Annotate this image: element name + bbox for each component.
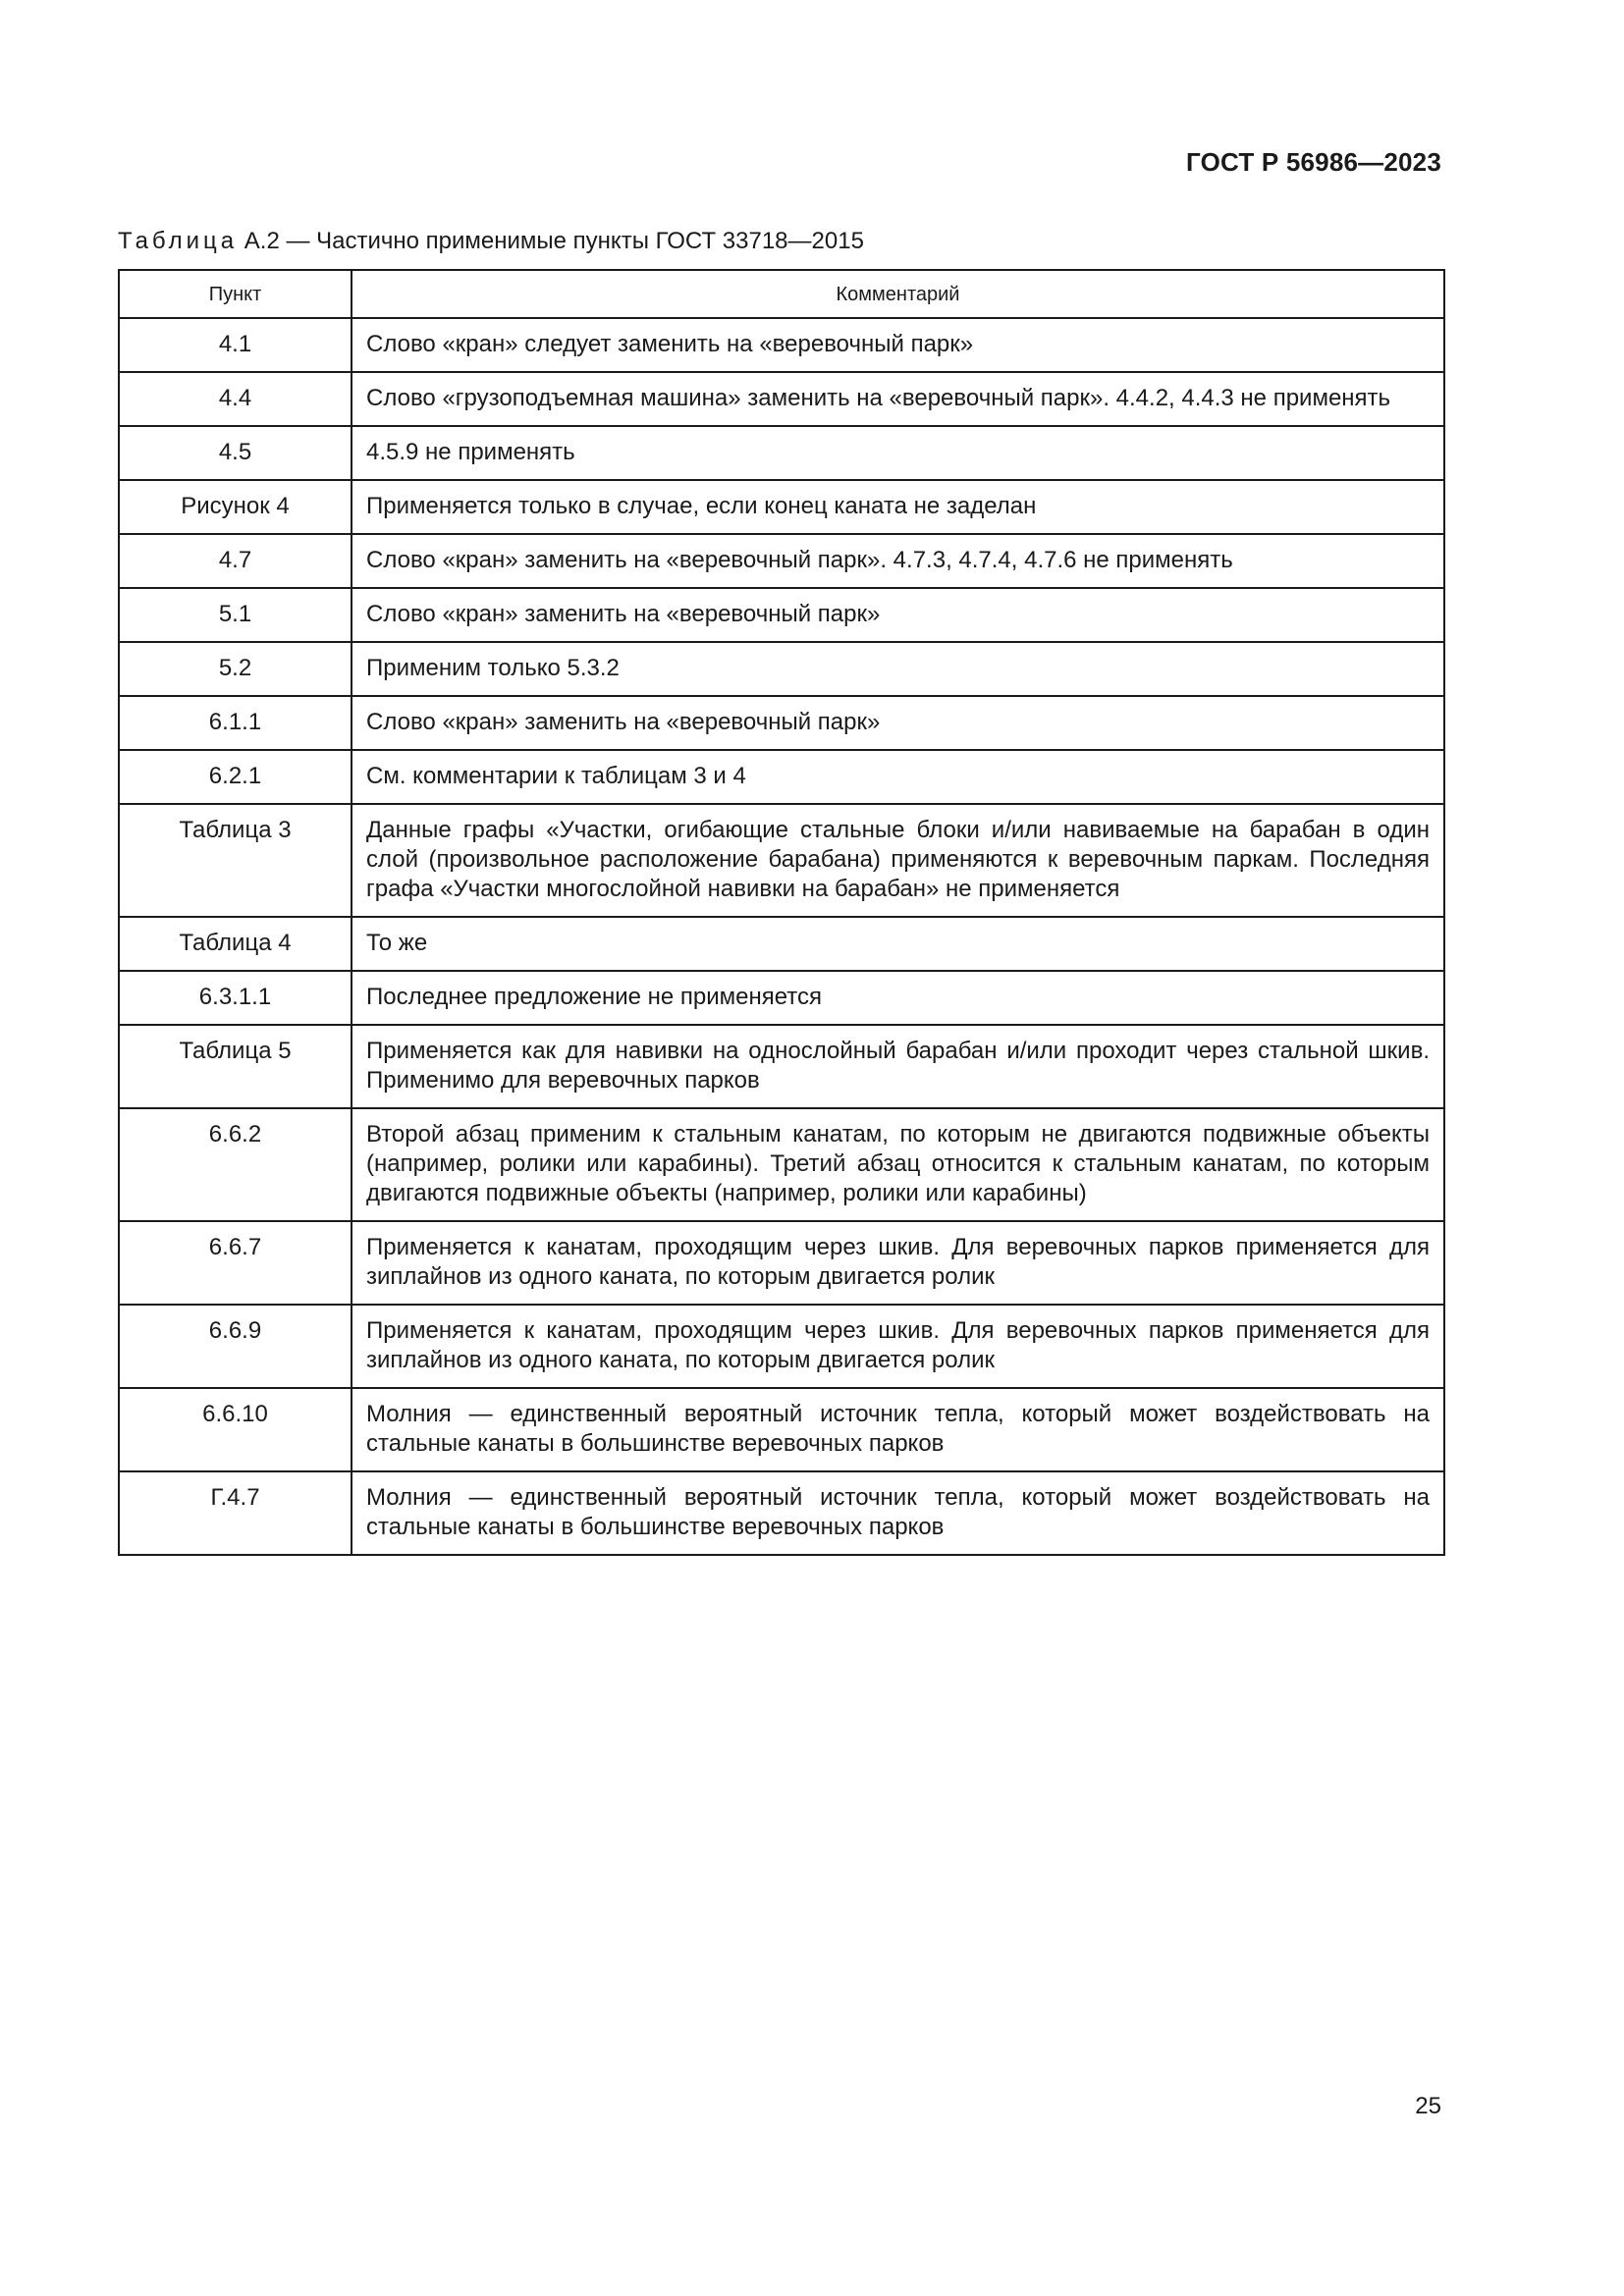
clause-cell: 5.2 bbox=[119, 642, 352, 696]
table-row bbox=[119, 750, 1444, 804]
document-code: ГОСТ Р 56986—2023 bbox=[1186, 147, 1441, 177]
clause-cell: 6.6.10 bbox=[119, 1388, 352, 1471]
table-row bbox=[119, 426, 1444, 480]
clause-cell: 6.3.1.1 bbox=[119, 971, 352, 1025]
comment-cell: Слово «кран» следует заменить на «веревочный парк» bbox=[352, 318, 1444, 372]
clause-cell: 4.1 bbox=[119, 318, 352, 372]
comment-cell: Слово «кран» заменить на «веревочный парк» bbox=[352, 696, 1444, 750]
table-row bbox=[119, 1108, 1444, 1221]
comment-cell: Данные графы «Участки, огибающие стальные блоки и/или навиваемые на барабан в один слой (произвольное расположение барабана) применяются к веревочным паркам. Последняя графа «Участки многослойной навивки на барабан» не применяется bbox=[352, 804, 1444, 917]
clause-cell: 6.6.2 bbox=[119, 1108, 352, 1221]
table-row bbox=[119, 696, 1444, 750]
comment-cell: Применяется к канатам, проходящим через шкив. Для веревочных парков применяется для зиплайнов из одного каната, по которым двигается ролик bbox=[352, 1305, 1444, 1388]
comment-cell: Применяется к канатам, проходящим через шкив. Для веревочных парков применяется для зиплайнов из одного каната, по которым двигается ролик bbox=[352, 1221, 1444, 1305]
clause-cell: 6.6.7 bbox=[119, 1221, 352, 1305]
table-row bbox=[119, 480, 1444, 534]
comment-cell: Молния — единственный вероятный источник тепла, который может воздействовать на стальные канаты в большинстве веревочных парков bbox=[352, 1471, 1444, 1555]
table-row bbox=[119, 1388, 1444, 1471]
comment-cell: См. комментарии к таблицам 3 и 4 bbox=[352, 750, 1444, 804]
table-caption-label: Таблица bbox=[118, 228, 239, 254]
table-row bbox=[119, 1305, 1444, 1388]
clause-cell: 5.1 bbox=[119, 588, 352, 642]
clause-cell: 6.2.1 bbox=[119, 750, 352, 804]
clause-cell: Таблица 5 bbox=[119, 1025, 352, 1108]
clause-cell: Таблица 4 bbox=[119, 917, 352, 971]
table-row bbox=[119, 1025, 1444, 1108]
clause-cell: 6.6.9 bbox=[119, 1305, 352, 1388]
table-row bbox=[119, 971, 1444, 1025]
table-row bbox=[119, 318, 1444, 372]
table-row bbox=[119, 1471, 1444, 1555]
table-body bbox=[119, 318, 1444, 1555]
table-caption-text: А.2 — Частично применимые пункты ГОСТ 33718—2015 bbox=[244, 228, 864, 254]
comment-cell: Слово «грузоподъемная машина» заменить на «веревочный парк». 4.4.2, 4.4.3 не применять bbox=[352, 372, 1444, 426]
clause-cell: Рисунок 4 bbox=[119, 480, 352, 534]
comment-cell: 4.5.9 не применять bbox=[352, 426, 1444, 480]
clause-cell: 6.1.1 bbox=[119, 696, 352, 750]
comment-cell: Молния — единственный вероятный источник тепла, который может воздействовать на стальные канаты в большинстве веревочных парков bbox=[352, 1388, 1444, 1471]
page-number: 25 bbox=[1415, 2093, 1441, 2119]
comment-cell: Применяется как для навивки на однослойный барабан и/или проходит через стальной шкив. Применимо для веревочных парков bbox=[352, 1025, 1444, 1108]
table-row bbox=[119, 804, 1444, 917]
table-row bbox=[119, 372, 1444, 426]
table-row bbox=[119, 1221, 1444, 1305]
table-row bbox=[119, 534, 1444, 588]
table-caption bbox=[118, 228, 864, 255]
comment-cell: Последнее предложение не применяется bbox=[352, 971, 1444, 1025]
clauses-table bbox=[118, 269, 1445, 1556]
table-row bbox=[119, 588, 1444, 642]
comment-cell: Слово «кран» заменить на «веревочный парк» bbox=[352, 588, 1444, 642]
table-row bbox=[119, 642, 1444, 696]
column-header-clause: Пункт bbox=[119, 270, 352, 318]
clause-cell: 4.7 bbox=[119, 534, 352, 588]
comment-cell: То же bbox=[352, 917, 1444, 971]
comment-cell: Применим только 5.3.2 bbox=[352, 642, 1444, 696]
clause-cell: 4.5 bbox=[119, 426, 352, 480]
table-header-row bbox=[119, 270, 1444, 318]
comment-cell: Второй абзац применим к стальным канатам, по которым не двигаются подвижные объекты (например, ролики или карабины). Третий абзац относится к стальным канатам, по которым двигаются подвижные объекты (например, ролики или карабины) bbox=[352, 1108, 1444, 1221]
clause-cell: 4.4 bbox=[119, 372, 352, 426]
column-header-comment: Комментарий bbox=[352, 270, 1444, 318]
comment-cell: Слово «кран» заменить на «веревочный парк». 4.7.3, 4.7.4, 4.7.6 не применять bbox=[352, 534, 1444, 588]
clause-cell: Г.4.7 bbox=[119, 1471, 352, 1555]
clause-cell: Таблица 3 bbox=[119, 804, 352, 917]
table-row bbox=[119, 917, 1444, 971]
comment-cell: Применяется только в случае, если конец каната не заделан bbox=[352, 480, 1444, 534]
